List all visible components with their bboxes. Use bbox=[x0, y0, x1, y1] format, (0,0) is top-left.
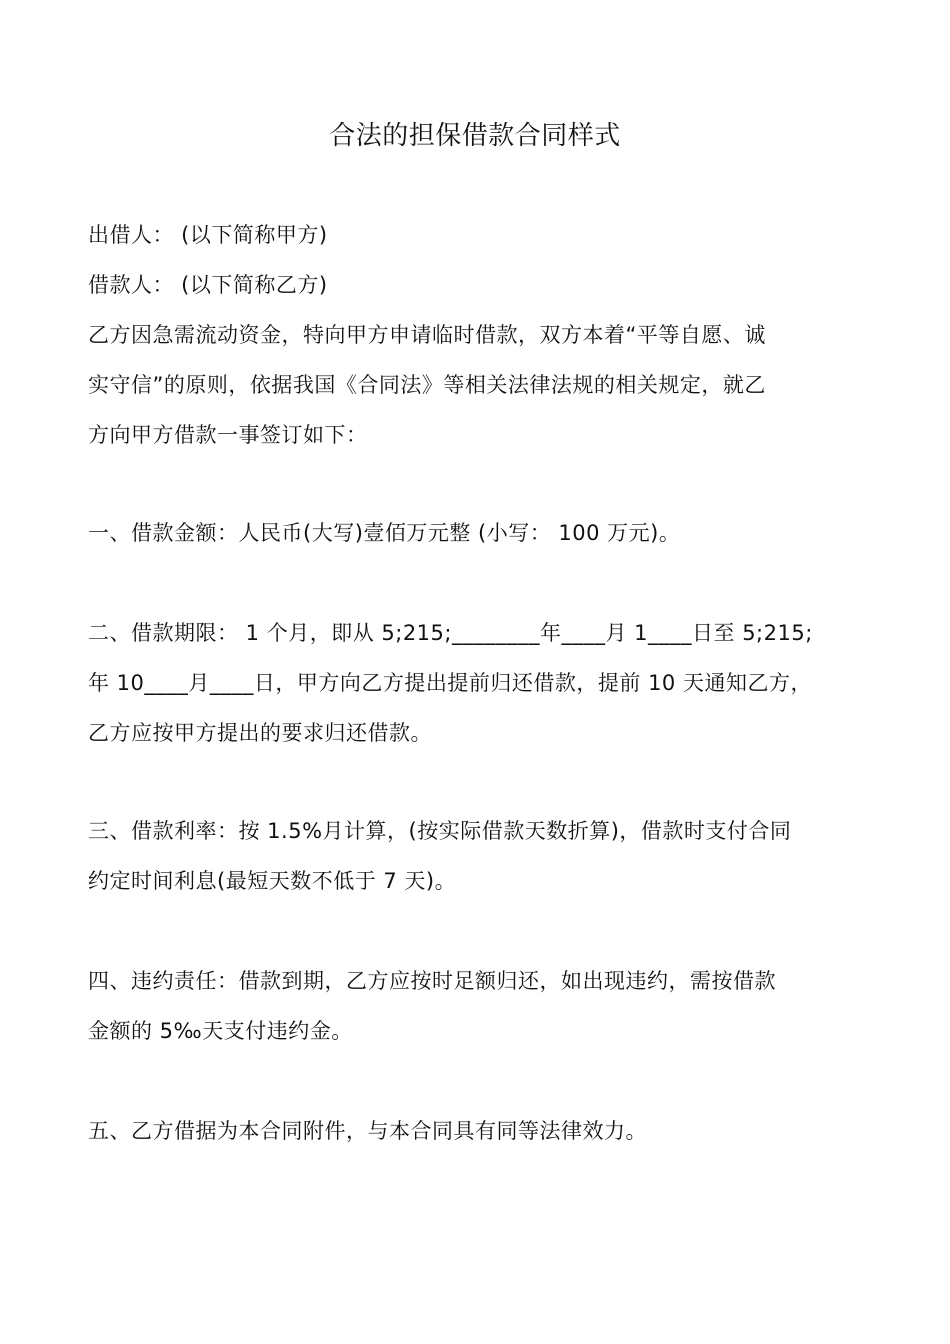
clause-1-amount: 一、借款金额：人民币(大写)壹佰万元整 (小写： 100 万元)。 bbox=[88, 521, 681, 545]
clause-4-liability-line-2: 金额的 5‰天支付违约金。 bbox=[88, 1019, 353, 1043]
clause-5-attachment: 五、乙方借据为本合同附件，与本合同具有同等法律效力。 bbox=[88, 1119, 647, 1143]
clause-2-term-line-2: 年 10____月____日，甲方向乙方提出提前归还借款，提前 10 天通知乙方， bbox=[88, 671, 812, 695]
preamble-line-2: 实守信”的原则，依据我国《合同法》等相关法律法规的相关规定，就乙 bbox=[88, 373, 766, 397]
clause-2-term-line-1: 二、借款期限： 1 个月，即从 5;215;________年____月 1____日至 5;215; bbox=[88, 621, 813, 645]
clause-3-interest-line-2: 约定时间利息(最短天数不低于 7 天)。 bbox=[88, 869, 457, 893]
borrower-line: 借款人： (以下简称乙方) bbox=[88, 273, 328, 297]
lender-line: 出借人： (以下简称甲方) bbox=[88, 223, 328, 247]
clause-4-liability-line-1: 四、违约责任：借款到期，乙方应按时足额归还，如出现违约，需按借款 bbox=[88, 969, 776, 993]
preamble-line-3: 方向甲方借款一事签订如下： bbox=[88, 423, 368, 447]
preamble-line-1: 乙方因急需流动资金，特向甲方申请临时借款，双方本着“平等自愿、诚 bbox=[88, 323, 766, 347]
document-title: 合法的担保借款合同样式 bbox=[329, 121, 621, 151]
clause-2-term-line-3: 乙方应按甲方提出的要求归还借款。 bbox=[88, 721, 432, 745]
clause-3-interest-line-1: 三、借款利率：按 1.5%月计算，(按实际借款天数折算)，借款时支付合同 bbox=[88, 819, 792, 843]
